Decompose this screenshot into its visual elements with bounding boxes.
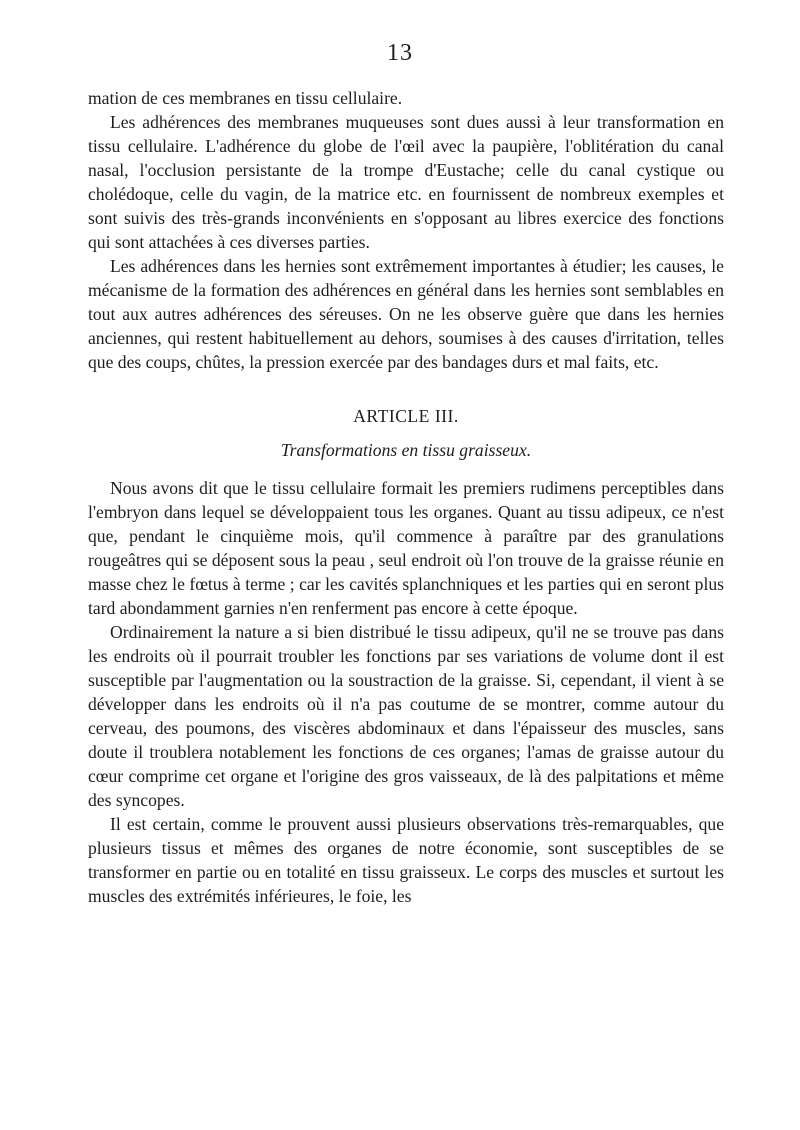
paragraph-adipose-origin: Nous avons dit que le tissu cellulaire formait les premiers rudimens perceptibles dans l'embryon dans lequel se développaient tous les organes. Quant au tissu adipeux, ce n'est que, pendant le cinquième mois, qu'il commence à paraître par des granulations rougeâtres qui se déposent sous la peau , seul endroit où l'on trouve de la graisse réunie en masse chez le fœtus à terme ; car les cavités splanchniques et les parties qui en seront plus tard abondamment garnies n'en renferment pas encore à cette époque. (88, 478, 724, 618)
paragraph-mucous-adhesions: Les adhérences des membranes muqueuses sont dues aussi à leur transformation en tissu cellulaire. L'adhérence du globe de l'œil avec la paupière, l'oblitération du canal nasal, l'occlusion persistante de la trompe d'Eustache; celle du canal cystique ou cholédoque, celle du vagin, de la matrice etc. en fournissent de nombreux exemples et sont suivis des très-grands inconvénients en s'opposant au libres exercice des fonctions qui sont attachées à ces diverses parties. (88, 112, 724, 252)
paragraph-adipose-distribution: Ordinairement la nature a si bien distribué le tissu adipeux, qu'il ne se trouve pas dans les endroits où il pourrait troubler les fonctions par ses variations de volume dont il est susceptible par l'augmentation ou la soustraction de la graisse. Si, cependant, il vient à se développer dans les endroits où il n'a pas coutume de se montrer, comme autour du cerveau, des poumons, des viscères abdominaux et dans l'épaisseur des muscles, sans doute il troublera notablement les fonctions de ces organes; l'amas de graisse autour du cœur comprime cet organe et l'origine des gros vaisseaux, de là des palpitations et même des syncopes. (88, 622, 724, 810)
paragraph-fatty-transformation: Il est certain, comme le prouvent aussi plusieurs observations très-remarquables, que plusieurs tissus et mêmes des organes de notre économie, sont susceptibles de se transformer en partie ou en totalité en tissu graisseux. Le corps des muscles et surtout les muscles des extrémités inférieures, le foie, les (88, 814, 724, 906)
paragraph-hernia-adhesions: Les adhérences dans les hernies sont extrêmement importantes à étudier; les causes, le mécanisme de la formation des adhérences en général dans les hernies sont semblables en tout aux autres adhérences des séreuses. On ne les observe guère que dans les hernies anciennes, qui restent habituellement au dehors, soumises à des causes d'irritation, telles que des coups, chûtes, la pression exercée par des bandages durs et mal faits, etc. (88, 256, 724, 372)
text-body (88, 86, 724, 908)
page-number: 13 (387, 40, 413, 66)
article-heading: ARTICLE III. (353, 406, 459, 426)
article-subtitle: Transformations en tissu graisseux. (280, 440, 532, 460)
paragraph-continuation: mation de ces membranes en tissu cellulaire. (88, 88, 403, 108)
